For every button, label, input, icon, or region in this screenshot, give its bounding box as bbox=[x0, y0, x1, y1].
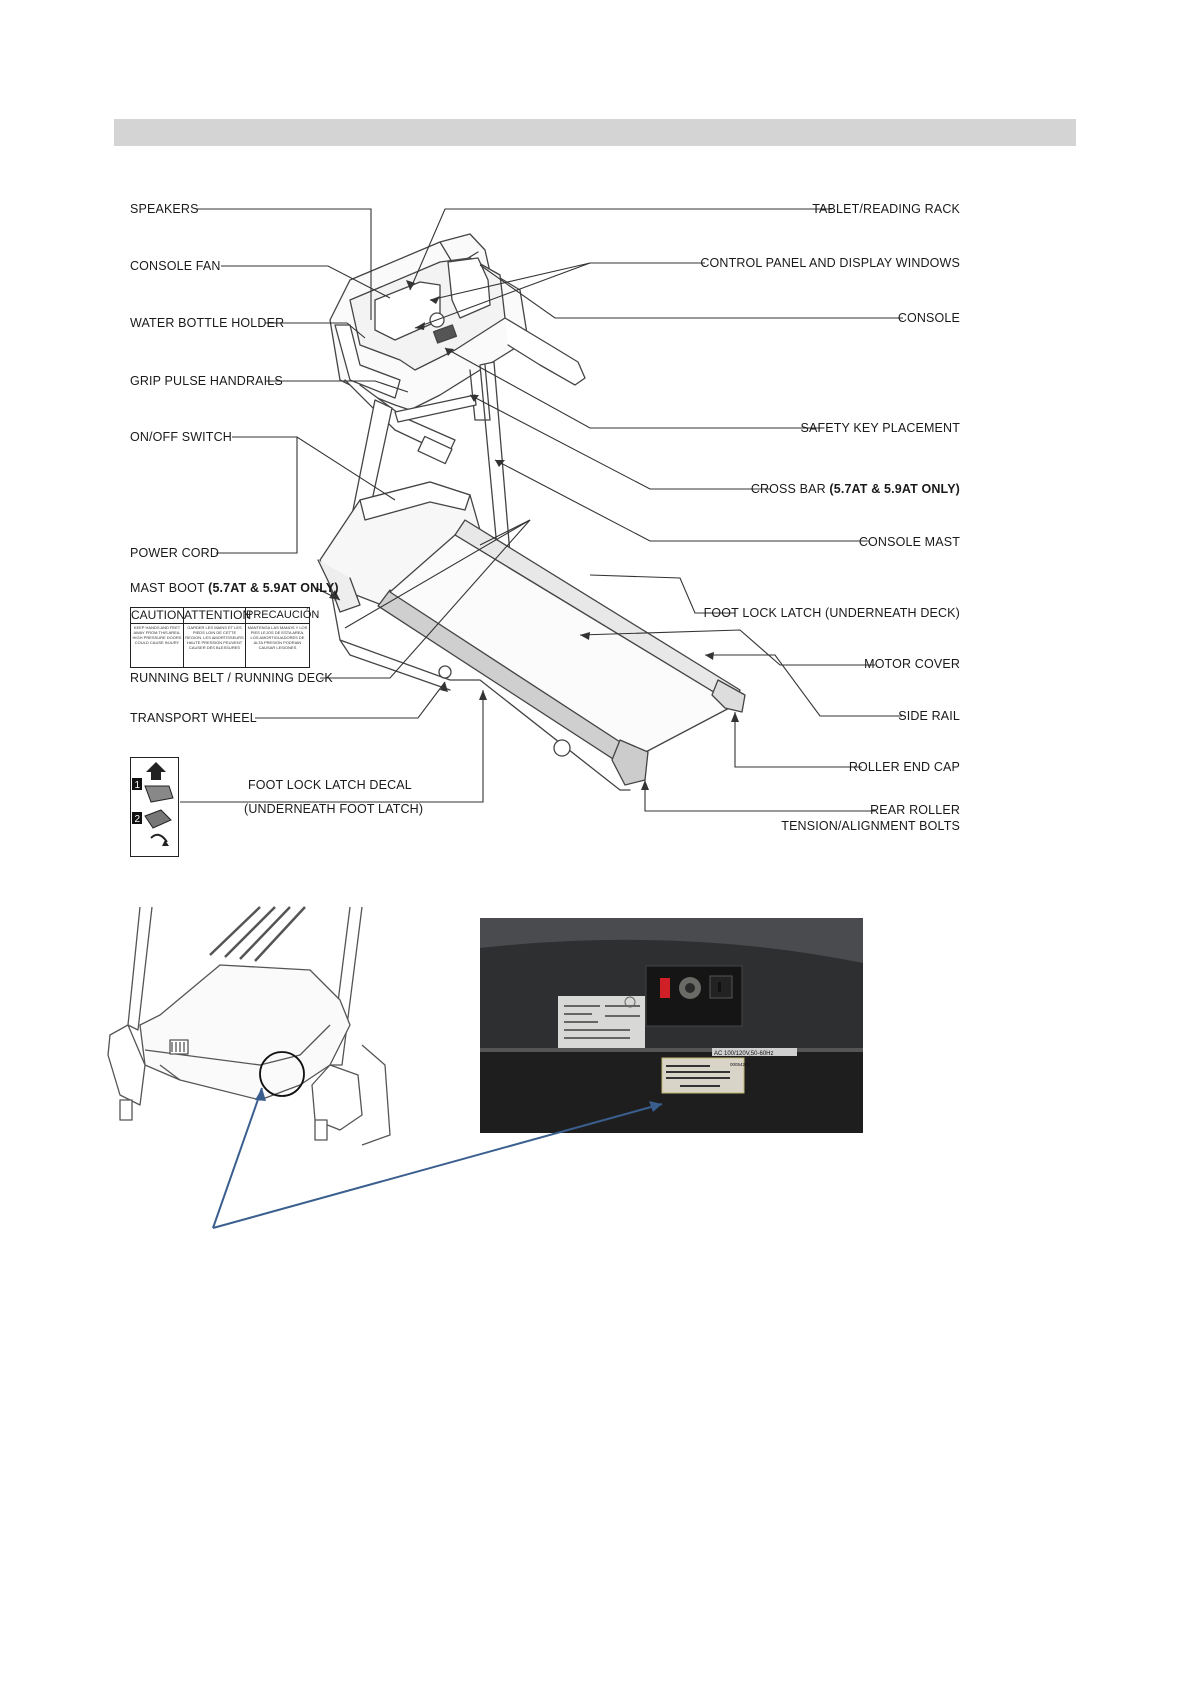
decal-precaucion: PRECAUCIÓN bbox=[246, 608, 309, 624]
label-control-panel: CONTROL PANEL AND DISPLAY WINDOWS bbox=[700, 256, 960, 270]
rating-text: AC 100/120V,50-60Hz bbox=[714, 1051, 774, 1057]
label-foot-lock-latch-decal: FOOT LOCK LATCH DECAL bbox=[248, 778, 412, 792]
decal-caution-text: KEEP HANDS AND FEET AWAY FROM THIS AREA. HIGH PRESSURE DOORS COULD CAUSE INJURY bbox=[132, 625, 182, 645]
label-rear-roller: REAR ROLLER bbox=[870, 803, 960, 817]
label-underneath-foot-latch: (UNDERNEATH FOOT LATCH) bbox=[244, 802, 424, 816]
label-on-off-switch: ON/OFF SWITCH bbox=[130, 430, 232, 444]
sticker-code: 00054211 bbox=[730, 1062, 750, 1067]
label-water-bottle-holder: WATER BOTTLE HOLDER bbox=[130, 316, 285, 330]
label-console: CONSOLE bbox=[897, 311, 960, 325]
label-tablet-reading-rack: TABLET/READING RACK bbox=[812, 202, 960, 216]
label-roller-end-cap: ROLLER END CAP bbox=[848, 760, 960, 774]
label-cross-bar-note: (5.7AT & 5.9AT ONLY) bbox=[829, 482, 960, 496]
label-transport-wheel: TRANSPORT WHEEL bbox=[130, 711, 257, 725]
step-1-number: 1 bbox=[134, 780, 141, 791]
label-speakers: SPEAKERS bbox=[130, 202, 199, 216]
label-mast-boot: MAST BOOT (5.7AT & 5.9AT ONLY) bbox=[130, 581, 339, 595]
label-side-rail: SIDE RAIL bbox=[898, 709, 960, 723]
label-power-cord: POWER CORD bbox=[130, 546, 219, 560]
label-motor-cover: MOTOR COVER bbox=[864, 657, 960, 671]
label-running-belt: RUNNING BELT / RUNNING DECK bbox=[130, 671, 333, 685]
decal-caution: CAUTION bbox=[131, 608, 185, 622]
label-mast-boot-note: (5.7AT & 5.9AT ONLY) bbox=[208, 581, 339, 595]
label-tension-alignment-bolts: TENSION/ALIGNMENT BOLTS bbox=[781, 819, 960, 833]
label-cross-bar: CROSS BAR (5.7AT & 5.9AT ONLY) bbox=[750, 482, 960, 496]
decal-precaucion-text: MANTENGA LAS MANOS Y LOS PIES LEJOS DE ESTA AREA. LOS AMORTIGUADORES DE ALTA PRESION PODRIAN CAUSAR LESIONES bbox=[247, 625, 308, 650]
label-console-fan: CONSOLE FAN bbox=[130, 259, 221, 273]
step-2-number: 2 bbox=[134, 814, 141, 825]
label-grip-pulse-handrails: GRIP PULSE HANDRAILS bbox=[130, 374, 283, 388]
label-console-mast: CONSOLE MAST bbox=[858, 535, 960, 549]
decal-attention-text: GARDER LES MAINS ET LES PIEDS LOIN DE CETTE REGION. LES AMORTISSEURS HAUTE PRESSION PEUVENT CAUSER DES BLESSURES bbox=[185, 625, 244, 650]
decal-attention: ATTENTION bbox=[184, 608, 252, 622]
label-foot-lock-latch: FOOT LOCK LATCH (UNDERNEATH DECK) bbox=[703, 606, 960, 620]
label-safety-key: SAFETY KEY PLACEMENT bbox=[800, 421, 960, 435]
